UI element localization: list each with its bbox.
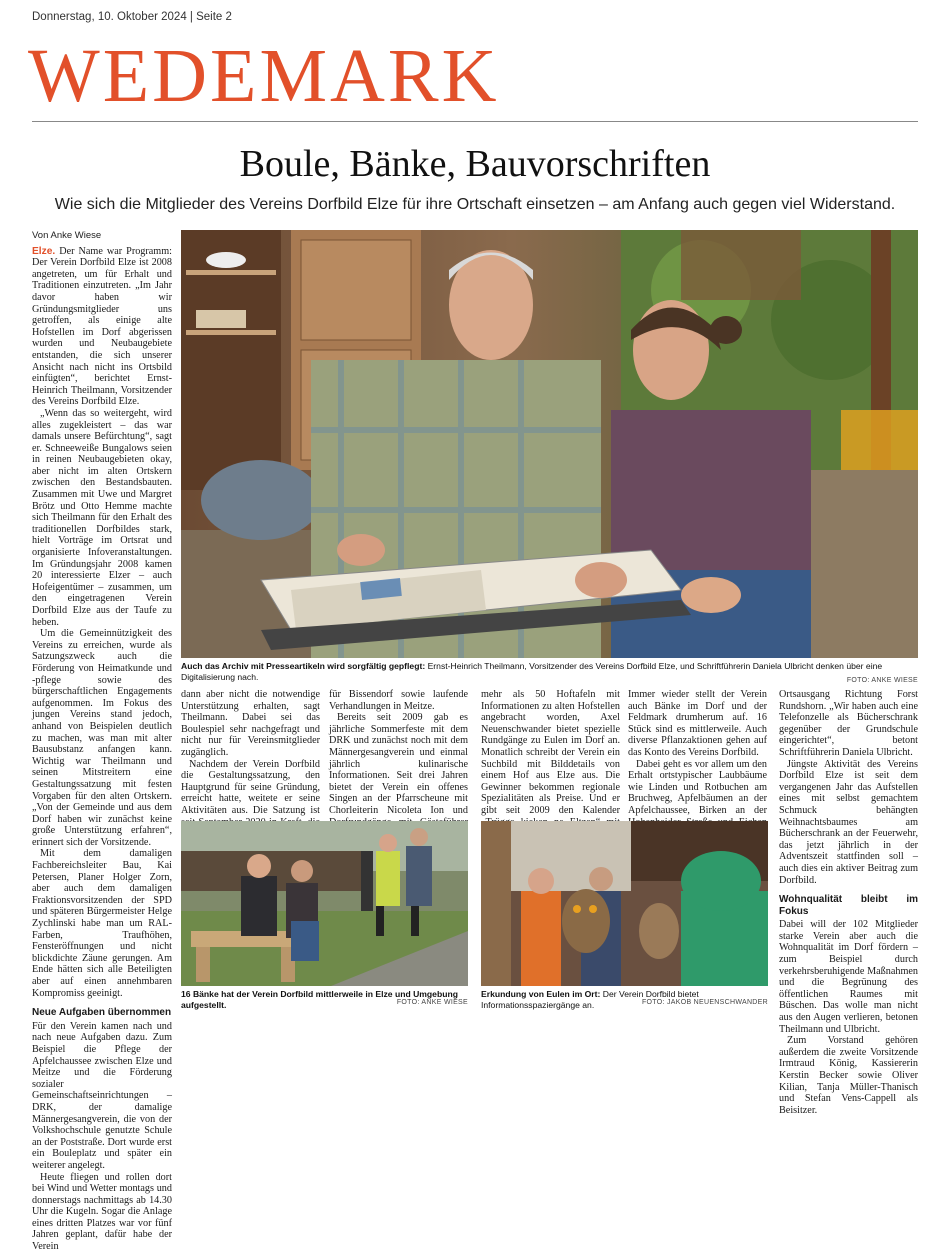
kicker: Elze. xyxy=(32,245,56,257)
owl-photo-illustration xyxy=(481,821,768,986)
paragraph: Heute fliegen und rollen dort bei Wind und Wetter montags und donnerstags nachmittags ab 14.30 Uhr die Kugeln. Sogar die Anlage eines dritten Platzes war vor fünf Jahren geplant, dafür habe der Verein xyxy=(32,1171,172,1253)
paragraph: Dabei geht es vor allem um den Erhalt ortstypischer Laubbäume wie Linden und Rotbuchen am Bruchweg, Apfelbäumen an der Apfelchaussee, Birken an der xyxy=(628,758,767,816)
owl-photo xyxy=(481,821,768,986)
main-photo-caption: Auch das Archiv mit Presseartikeln wird sorgfältig gepflegt: Ernst-Heinrich Theilmann, Vorsitzender des Vereins Dorfbild Elze, und Schriftführerin Daniela Ulbricht denken über eine Digitalisierung nach. xyxy=(181,661,883,682)
owl-photo-credit: FOTO: JAKOB NEUENSCHWANDER xyxy=(641,999,768,1006)
bench-photo xyxy=(181,821,468,986)
main-photo xyxy=(181,230,918,658)
paragraph: dann aber nicht die notwendige Unterstützung erhalten, sagt Theilmann. Dabei sei das Boulespiel sehr nachgefragt und nicht nur für Vereinsmitglieder zugänglich. xyxy=(181,689,320,758)
bench-photo-credit: FOTO: ANKE WIESE xyxy=(396,999,468,1006)
paragraph: Ortsausgang Richtung Forst Rundshorn. „Wir haben auch eine Telefonzelle als Bücherschrank gegenüber der Grundschule eingerichtet“, betont Schriftführerin Daniela Ulbricht. xyxy=(779,689,918,758)
column-2 xyxy=(181,689,320,816)
column-4 xyxy=(481,689,620,816)
paragraph: Nachdem der Verein Dorfbild die Gestaltungssatzung, den Hauptgrund für seine Gründung, erreicht hatte, weitete er seine Aktivitäten aus. Die Satzung ist xyxy=(181,758,320,816)
dateline: Donnerstag, 10. Oktober 2024 | Seite 2 xyxy=(32,11,232,23)
subheadline: Wie sich die Mitglieder des Vereins Dorfbild Elze für ihre Ortschaft einsetzen – am Anfang auch gegen viel Widerstand. xyxy=(54,196,896,213)
byline: Von Anke Wiese xyxy=(32,230,102,241)
owl-photo-caption: Erkundung von Eulen im Ort: Der Verein Dorfbild bietet Informationsspaziergänge an. xyxy=(481,989,699,1010)
paragraph: Zum Vorstand gehören außerdem die zweite Vorsitzende Irmtraud König, Kassiererin Kerstin Becker sowie Oliver Kilian, Tanja Müller-Thanisch und Stefan Vens-Cappell als Beisitzer. xyxy=(779,1035,918,1116)
headline: Boule, Bänke, Bauvorschriften xyxy=(239,143,711,185)
main-photo-illustration xyxy=(181,230,918,658)
paragraph: für Bissendorf sowie laufende Verhandlungen in Meitze. xyxy=(329,689,468,712)
paragraph: Dabei will der 102 Mitglieder starke Verein aber auch die Wohnqualität im Dorf fördern – zum Beispiel durch verkehrsberuhigende Maßnahmen und die Begrünung des öffentlichen Raumes mit Büschen. Das wolle man nicht aus den Augen verlieren, betonen Theilmann und Ulbricht. xyxy=(779,919,918,1035)
column-5 xyxy=(628,689,767,816)
header-rule xyxy=(32,121,918,122)
section-heading: Neue Aufgaben übernommen xyxy=(32,1007,172,1019)
paragraph: Mit dem damaligen Fachbereichsleiter Bau, Kai Petersen, Planer Holger Zorn, aber auch dem damaligen Fraktionsvorsitzenden der SPD und späteren Bürgermeister Helge Zychlinski habe man um RAL-Farben, Traufhöhen, Fensteröffnungen und nicht blickdichte Zäune gerungen. Am Ende hätten sich alle Beteiligten aber auf einen annehmbaren Kompromiss geeinigt. xyxy=(32,848,172,999)
paragraph: Elze. Der Name war Programm: Der Verein Dorfbild Elze ist 2008 angetreten, um für Erhalt und Traditionen einzutreten. „Im Jahr davor haben wir Gründungsmitglieder uns getroffen, als einige alte Hofstellen im Dorf abgerissen wurden und Neubaugebiete entstanden, die sich unserer Ansicht nach nicht ins Ortsbild einfügten“, berichtet Ernst-Heinrich Theilmann, Vorsitzender des Vereins Dorfbild Elze. xyxy=(32,245,172,408)
masthead: WEDEMARK xyxy=(28,34,500,118)
bench-photo-illustration xyxy=(181,821,468,986)
paragraph: Für den Verein kamen nach und nach neue Aufgaben dazu. Zum Beispiel die Pflege der Apfelchaussee zwischen Elze und Meitze und die Förderung sozialer Gemeinschaftseinrichtungen – DRK, der damalige Männergesangverein, die von der Volkshochschule genutzte Schule an der Poststraße. Dort wurde erst ein Bouleplatz und später ein weiterer angelegt. xyxy=(32,1020,172,1171)
bench-photo-caption: 16 Bänke hat der Verein Dorfbild mittlerweile in Elze und Umgebung aufgestellt. xyxy=(181,989,458,1010)
paragraph: Bereits seit 2009 gab es jährliche Sommerfeste mit dem DRK und zunächst noch mit dem Männergesangverein und einmal jährlich kulinarische Informationen. Seit drei Jahren bietet der Verein ein offenes Singen an der Pfarrscheune mit Chorleiterin Nicoleta Ion und xyxy=(329,712,468,816)
paragraph: Immer wieder stellt der Verein auch Bänke im Dorf und der Feldmark drumherum auf. 16 Stück sind es mittlerweile. Auch diverse Pflanzaktionen gehen auf das Konto des Vereins Dorfbild. xyxy=(628,689,767,758)
paragraph: „Wenn das so weitergeht, wird alles zugekleistert – das war damals unsere Befürchtung“, sagt er. Schneeweiße Bungalows seien in reinen Neubaugebieten okay, aber nicht im alten Ortskern zwischen den Bestandsbauten. Zusammen mit Uwe und Margret Brötz und Otto Hemme machte sich Theilmann für den Erhalt des traditionellen Dorfbildes stark, hielt Vorträge im Ortsrat und organisierte Infoveranstaltungen. Im Gründungsjahr 2008 kamen 20 interessierte Elzer – auch Hofeigentümer – zusammen, um den eingetragenen Verein Dorfbild Elze aus der Taufe zu heben. xyxy=(32,407,172,628)
column-6 xyxy=(779,689,918,1116)
section-heading: Wohnqualität bleibt im Fokus xyxy=(779,894,918,917)
paragraph: Jüngste Aktivität des Vereins Dorfbild Elze ist seit dem vergangenen Jahr das Aufstellen eines mit selbst gemachtem Schmuck behängten Weihnachtsbaumes am Bücherschrank an der Feuerwehr, das jetzt jährlich in der Adventszeit stattfinden soll – auch dies ein aktiver Beitrag zum Dorfbild. xyxy=(779,758,918,886)
main-photo-credit: FOTO: ANKE WIESE xyxy=(846,677,918,684)
column-3 xyxy=(329,689,468,816)
paragraph: Um die Gemeinnützigkeit des Vereins zu erreichen, wurde als Satzungszweck auch die Förderung von Heimatkunde und -pflege sowie des bürgerschaftlichen Engagements aufgenommen. Im Fokus des jungen Vereins stand jedoch, anhand von Beispielen deutlich zu machen, was man mit alter Bausubstanz anfangen kann. Wichtig war Theilmann und seinen Mitstreitern eine Gestaltungssatzung mit festen Vorgaben für den alten Ortskern. „Von der Gemeinde und aus dem Dorf haben wir zunächst keine große Unterstützung erfahren“, erinnert sich der Vorsitzende. xyxy=(32,628,172,848)
column-1 xyxy=(32,230,172,1253)
paragraph: mehr als 50 Hoftafeln mit Informationen zu alten Hofstellen angebracht worden, Axel Neuenschwander bietet spezielle Rundgänge zu Eulen im Dorf an. Monatlich schreibt der Verein ein Suchbild mit Bilddetails von einem Hof aus Elze aus. Die Gewinner bekommen regionale Spezialitäten als Preise. Und er gibt seit 2009 den Kalender xyxy=(481,689,620,816)
